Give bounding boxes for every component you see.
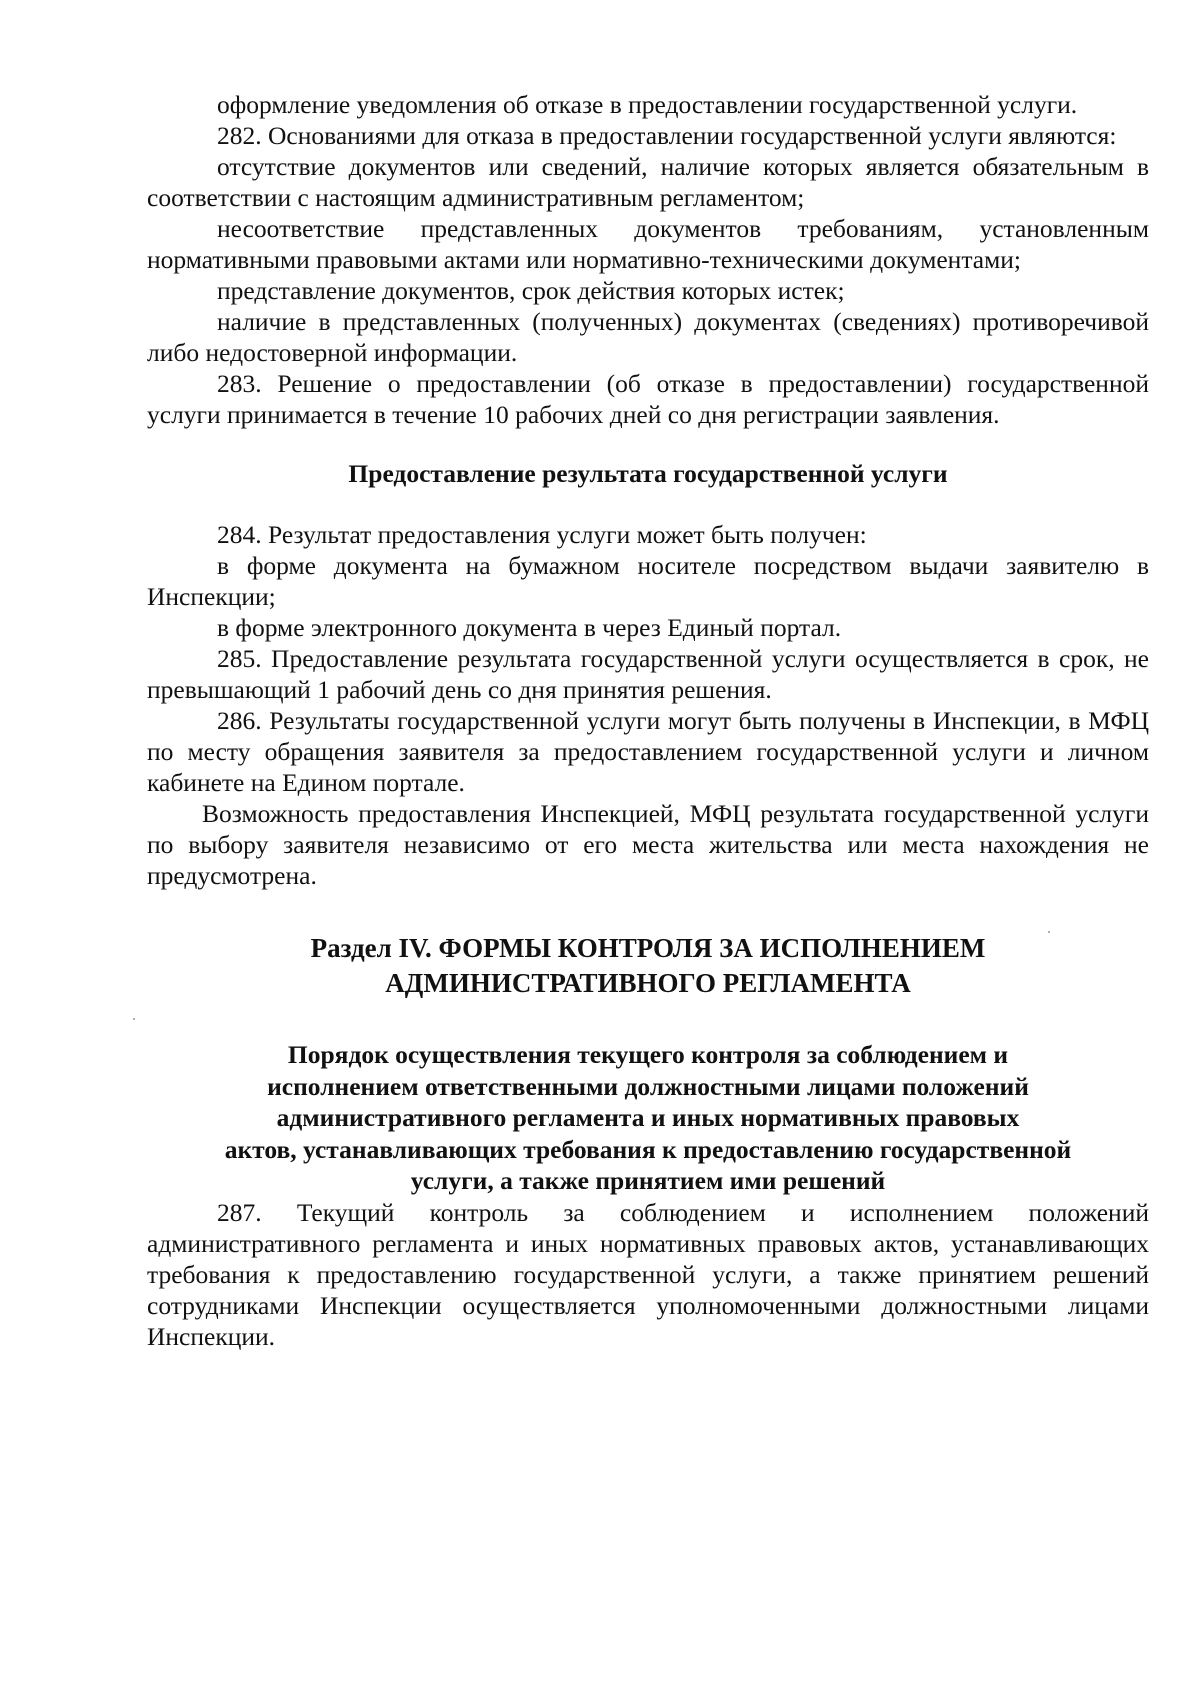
paragraph-286-note: Возможность предоставления Инспекцией, МФЦ результата государственной услуги по выбору заявителя независимо от его места жительства или места нахождения не предусмотрена. (147, 799, 1149, 890)
paragraph-282-item-d: наличие в представленных (полученных) документах (сведениях) противоречивой либо недостоверной информации. (147, 307, 1149, 367)
document-body (147, 89, 1149, 1352)
paragraph-284-item-a: в форме документа на бумажном носителе посредством выдачи заявителю в Инспекции; (147, 551, 1149, 611)
scan-speck (133, 1018, 135, 1020)
subsection-heading (147, 1039, 1149, 1197)
paragraph-284: 284. Результат предоставления услуги может быть получен: (217, 520, 867, 549)
scan-speck (1048, 931, 1050, 933)
paragraph-285: 285. Предоставление результата государственной услуги осуществляется в срок, не превышающий 1 рабочий день со дня принятия решения. (147, 644, 1149, 704)
heading-result: Предоставление результата государственной услуги (348, 459, 948, 488)
paragraph-287: 287. Текущий контроль за соблюдением и исполнением положений административного регламента и иных нормативных правовых актов, устанавливающих требования к предоставлению государственной услуги, а также принятием решений сотрудниками Инспекции осуществляется уполномоченными должностными лицами Инспекции. (147, 1197, 1149, 1351)
paragraph-282-item-c: представление документов, срок действия которых истек; (217, 276, 845, 305)
subsection-heading-line-5: услуги, а также принятием ими решений (410, 1166, 886, 1195)
paragraph-286: 286. Результаты государственной услуги могут быть получены в Инспекции, в МФЦ по месту обращения заявителя за предоставлением государственной услуги и личном кабинете на Едином портале. (147, 706, 1149, 797)
subsection-heading-line-2: исполнением ответственными должностными лицами положений (267, 1071, 1029, 1101)
paragraph-intro: оформление уведомления об отказе в предоставлении государственной услуги. (217, 90, 1078, 119)
subsection-heading-line-1: Порядок осуществления текущего контроля за соблюдением и (287, 1040, 1009, 1069)
section-title-line-1: Раздел IV. ФОРМЫ КОНТРОЛЯ ЗА ИСПОЛНЕНИЕМ (310, 933, 986, 963)
paragraph-282-item-b: несоответствие представленных документов требованиям, установленным нормативными правовыми актами или нормативно-техническими документами; (147, 214, 1149, 274)
section-title (147, 931, 1149, 1001)
subsection-heading-line-4: актов, устанавливающих требования к предоставлению государственной (224, 1134, 1072, 1164)
paragraph-282: 282. Основаниями для отказа в предоставлении государственной услуги являются: (217, 121, 1117, 150)
paragraph-282-item-a: отсутствие документов или сведений, наличие которых является обязательным в соответствии с настоящим административным регламентом; (147, 152, 1149, 212)
section-title-line-2: АДМИНИСТРАТИВНОГО РЕГЛАМЕНТА (385, 968, 911, 998)
paragraph-284-item-b: в форме электронного документа в через Единый портал. (217, 613, 842, 642)
paragraph-283: 283. Решение о предоставлении (об отказе в предоставлении) государственной услуги принимается в течение 10 рабочих дней со дня регистрации заявления. (147, 369, 1149, 429)
subsection-heading-line-3: административного регламента и иных нормативных правовых (276, 1103, 1020, 1132)
